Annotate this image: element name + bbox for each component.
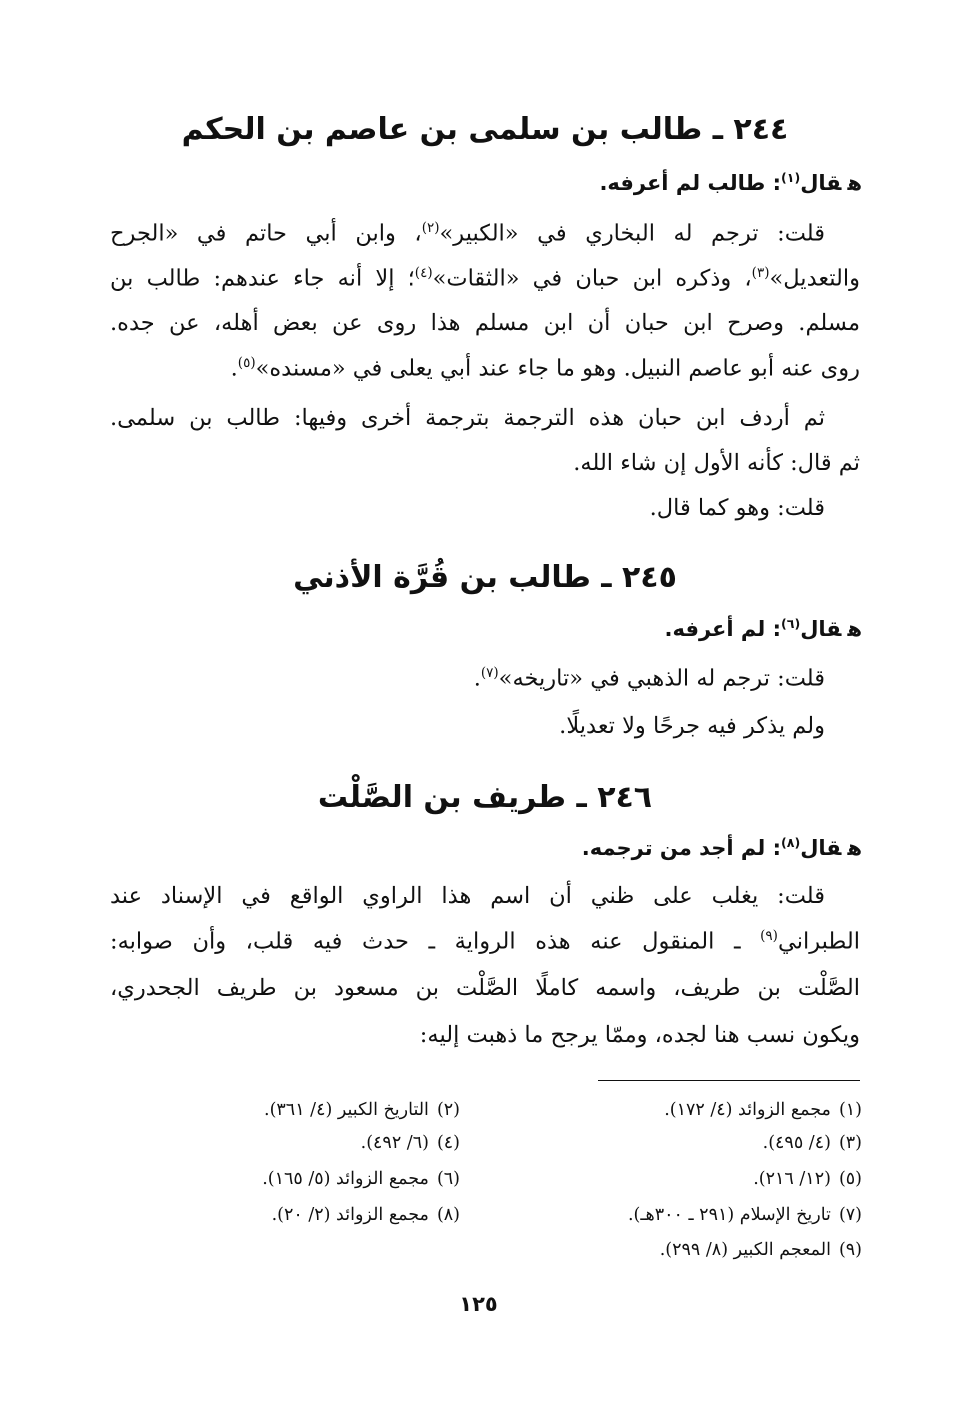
qal-text: : طالب لم أعرفه.	[599, 171, 781, 195]
footnote	[628, 1205, 862, 1225]
text-run: .	[230, 355, 238, 382]
footnote	[753, 1169, 862, 1189]
qal-line	[599, 170, 862, 195]
text-run: الصَّلْت بن طريف، واسمه كاملًا الصَّلْت بن مسعود بن طريف الجحدري،	[110, 975, 860, 1001]
paragraph-line	[110, 883, 825, 909]
qal-word: قال	[800, 617, 842, 641]
paragraph-line	[110, 310, 860, 336]
footnote-text: التاريخ الكبير (٤/ ٣٦١).	[264, 1100, 429, 1120]
text-run: مسلم. وصرح ابن حبان أن ابن مسلم هذا روى عن بعض أهله، عن جده.	[110, 310, 860, 336]
footnote-divider	[598, 1080, 860, 1081]
entry-title: ٢٤٦ ـ طريف بن الصَّلْت	[317, 780, 653, 815]
section-mark-icon: ه	[847, 836, 862, 860]
entry-title: ٢٤٥ ـ طالب بن قُرَّة الأذني	[293, 560, 677, 595]
footnote	[361, 1133, 460, 1153]
footnote-number: (٣)	[838, 1133, 862, 1153]
qal-text: : لم أعرفه.	[664, 617, 781, 641]
footnote-text: (٤/ ٤٩٥).	[762, 1133, 831, 1153]
paragraph-line	[110, 355, 860, 382]
footnote-ref: (٢)	[421, 220, 440, 236]
text-run: قلت: يغلب على ظني أن اسم هذا الراوي الواقع في الإسناد عند	[110, 883, 825, 909]
paragraph-line	[110, 713, 825, 739]
footnote	[262, 1169, 460, 1189]
paragraph-line	[110, 1022, 860, 1048]
footnote-text: مجمع الزوائد (٥/ ١٦٥).	[262, 1169, 429, 1189]
footnote-ref: (٦)	[780, 616, 801, 631]
footnote-ref: (٣)	[751, 265, 770, 281]
paragraph-line	[110, 665, 825, 692]
footnote-ref: (٤)	[414, 265, 433, 281]
footnote-number: (٩)	[838, 1240, 862, 1260]
text-run: ـ المنقول عنه هذه الرواية ـ حدث فيه قلب، وأن صوابه:	[110, 928, 761, 955]
paragraph-line	[110, 928, 860, 955]
footnote-number: (٦)	[436, 1169, 460, 1189]
paragraph-line	[110, 220, 825, 247]
footnote-text: المعجم الكبير (٨/ ٢٩٩).	[659, 1240, 831, 1260]
qal-line	[582, 835, 862, 860]
footnote-number: (١)	[838, 1100, 862, 1120]
entry-title: ٢٤٤ ـ طالب بن سلمى بن عاصم بن الحكم	[181, 112, 789, 147]
text-run: الطبراني	[777, 928, 860, 955]
footnote-ref: (١)	[780, 170, 801, 185]
footnote-ref: (٥)	[237, 355, 256, 371]
text-run: روى عنه أبو عاصم النبيل. وهو ما جاء عند أبي يعلى في «مسنده»	[255, 355, 860, 382]
paragraph-line	[110, 405, 825, 431]
footnote-number: (٨)	[436, 1205, 460, 1225]
footnote-number: (٤)	[436, 1133, 460, 1153]
footnote	[664, 1100, 862, 1120]
paragraph-line	[110, 975, 860, 1001]
page-number: ١٢٥	[459, 1292, 498, 1316]
footnote-number: (٢)	[436, 1100, 460, 1120]
footnote-number: (٥)	[838, 1169, 862, 1189]
footnote-ref: (٩)	[760, 928, 778, 944]
footnote-number: (٧)	[838, 1205, 862, 1225]
footnote-ref: (٧)	[480, 665, 499, 681]
text-run: ؛ إلا أنه جاء عندهم: طالب بن	[110, 265, 415, 292]
footnote	[272, 1205, 460, 1225]
footnote-text: مجمع الزوائد (٢/ ٢٠).	[271, 1205, 429, 1225]
text-run: ويكون نسب هنا لجده، وممّا يرجح ما ذهبت إليه:	[419, 1022, 860, 1048]
footnote-text: (١٢/ ٢١٦).	[753, 1169, 831, 1189]
section-mark-icon: ه	[847, 617, 862, 641]
qal-text: : لم أجد من ترجمه.	[581, 836, 781, 860]
footnote	[660, 1240, 862, 1260]
footnote-text: (٦/ ٤٩٢).	[360, 1133, 429, 1153]
text-run: والتعديل»	[769, 265, 860, 292]
text-run: ، وابن أبي حاتم في «الجرح	[110, 220, 422, 247]
footnote	[264, 1100, 460, 1120]
text-run: ثم أردف ابن حبان هذه الترجمة بترجمة أخرى وفيها: طالب بن سلمى.	[110, 405, 825, 431]
text-run: ، وذكره ابن حبان في «الثقات»	[432, 265, 752, 292]
text-run: قلت: ترجم له البخاري في «الكبير»	[439, 220, 825, 247]
section-mark-icon: ه	[847, 171, 862, 195]
footnote-text: تاريخ الإسلام (٢٩١ ـ ٣٠٠هـ).	[627, 1205, 831, 1225]
text-run: ثم قال: كأنه الأول إن شاء الله.	[573, 450, 860, 476]
text-run: ولم يذكر فيه جرحًا ولا تعديلًا.	[559, 713, 825, 739]
footnote	[763, 1133, 862, 1153]
footnote-text: مجمع الزوائد (٤/ ١٧٢).	[664, 1100, 831, 1120]
qal-line	[665, 616, 862, 641]
text-run: قلت: وهو كما قال.	[649, 495, 825, 521]
qal-word: قال	[800, 836, 842, 860]
qal-word: قال	[800, 171, 842, 195]
paragraph-line	[110, 450, 860, 476]
footnote-ref: (٨)	[780, 835, 801, 850]
paragraph-line	[110, 495, 825, 521]
text-run: .	[473, 665, 481, 692]
paragraph-line	[110, 265, 860, 292]
text-run: قلت: ترجم له الذهبي في «تاريخه»	[498, 665, 825, 692]
